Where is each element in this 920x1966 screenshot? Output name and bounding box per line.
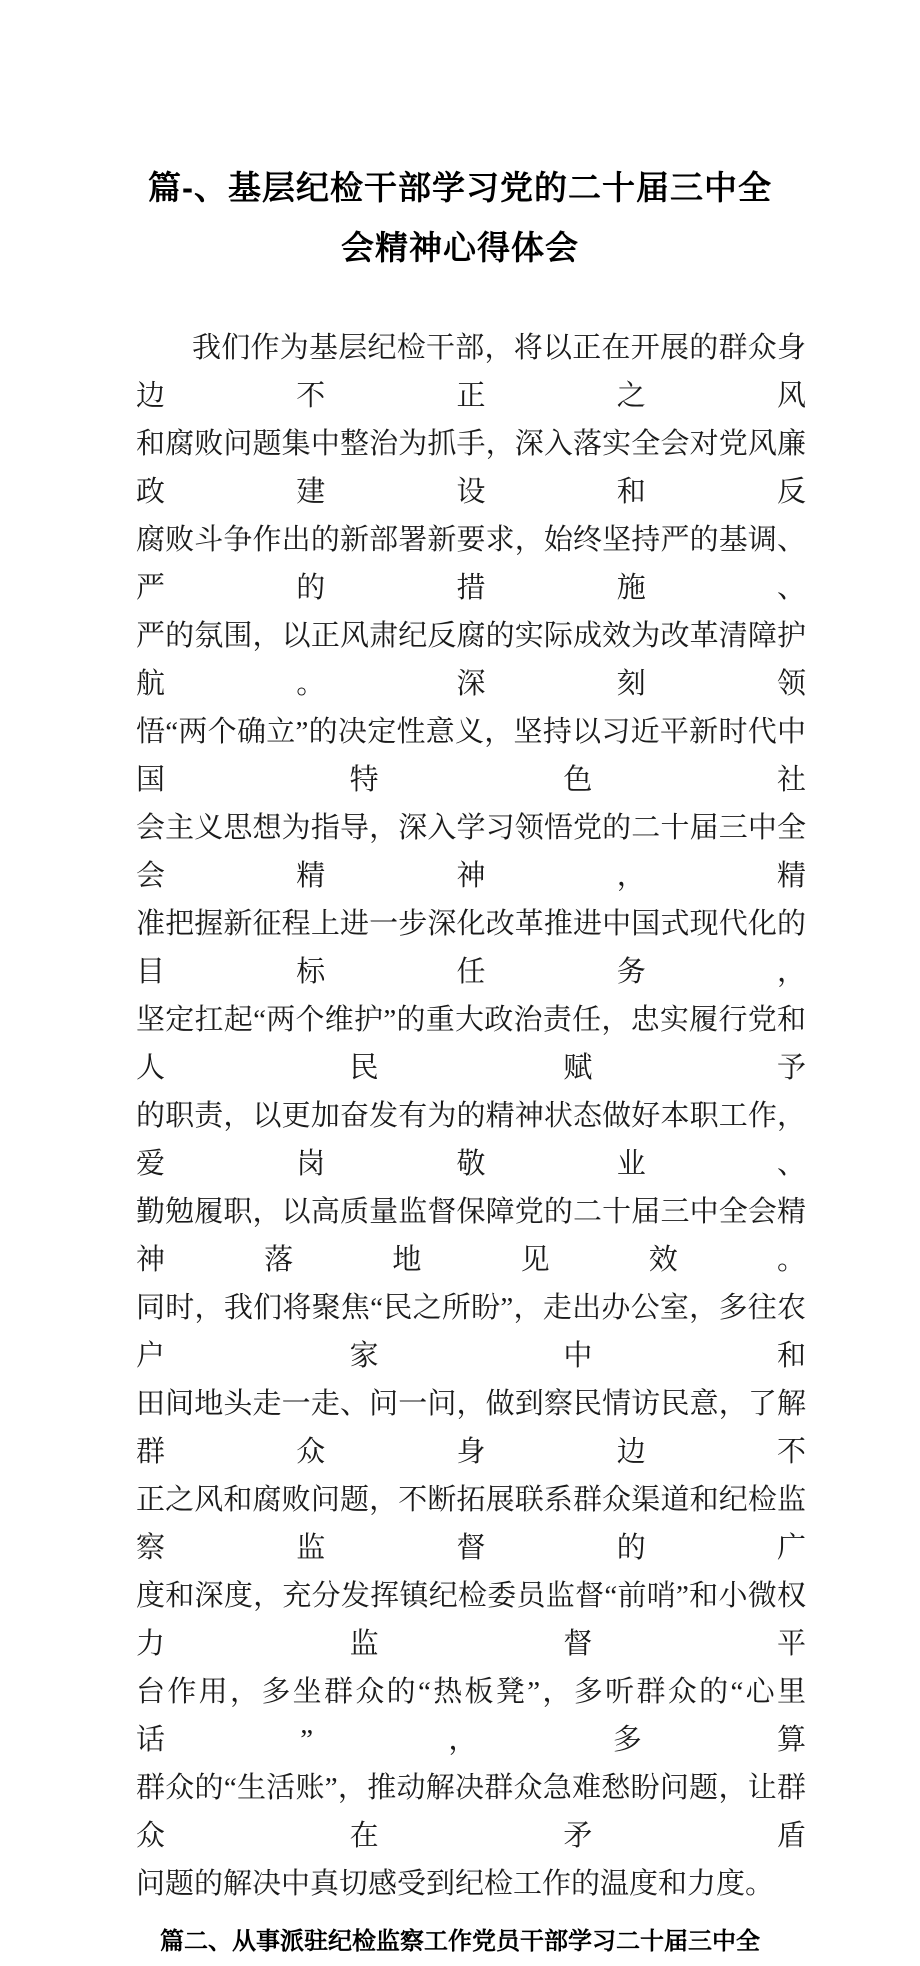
body-line: 悟“两个确立”的决定性意义，坚持以习近平新时代中国特色社 <box>136 716 806 796</box>
article1-title-line-1: 篇-、基层纪检干部学习党的二十届三中全 <box>148 169 772 206</box>
body-line: 坚定扛起“两个维护”的重大政治责任，忠实履行党和人民赋予 <box>136 1004 806 1084</box>
body-line: 度和深度，充分发挥镇纪检委员监督“前哨”和小微权力监督平 <box>136 1580 806 1660</box>
body-line: 勤勉履职，以高质量监督保障党的二十届三中全会精神落地见效。 <box>136 1196 806 1276</box>
body-line: 准把握新征程上进一步深化改革推进中国式现代化的目标任务， <box>136 908 806 988</box>
body-line: 正之风和腐败问题，不断拓展联系群众渠道和纪检监察监督的广 <box>136 1484 806 1564</box>
body-line: 和腐败问题集中整治为抓手，深入落实全会对党风廉政建设和反 <box>136 428 806 508</box>
body-line: 严的氛围，以正风肃纪反腐的实际成效为改革清障护航。深刻领 <box>136 620 806 700</box>
body-line: 会主义思想为指导，深入学习领悟党的二十届三中全会精神，精 <box>136 812 806 892</box>
body-line: 群众的“生活账”，推动解决群众急难愁盼问题，让群众在矛盾 <box>136 1772 806 1852</box>
article1-title-line-2: 会精神心得体会 <box>341 229 579 266</box>
body-line: 腐败斗争作出的新部署新要求，始终坚持严的基调、严的措施、 <box>136 524 806 604</box>
article1-title <box>0 0 920 278</box>
article1-body <box>136 324 806 1908</box>
body-line: 的职责，以更加奋发有为的精神状态做好本职工作，爱岗敬业、 <box>136 1100 806 1180</box>
body-line: 台作用，多坐群众的“热板凳”，多听群众的“心里话”，多算 <box>136 1676 806 1756</box>
article2-heading: 篇二、从事派驻纪检监察工作党员干部学习二十届三中全 <box>160 1928 760 1955</box>
body-line: 我们作为基层纪检干部，将以正在开展的群众身边不正之风 <box>136 332 806 412</box>
body-line: 问题的解决中真切感受到纪检工作的温度和力度。 <box>136 1868 775 1900</box>
body-line: 同时，我们将聚焦“民之所盼”，走出办公室，多往农户家中和 <box>136 1292 806 1372</box>
body-line: 田间地头走一走、问一问，做到察民情访民意，了解群众身边不 <box>136 1388 806 1468</box>
